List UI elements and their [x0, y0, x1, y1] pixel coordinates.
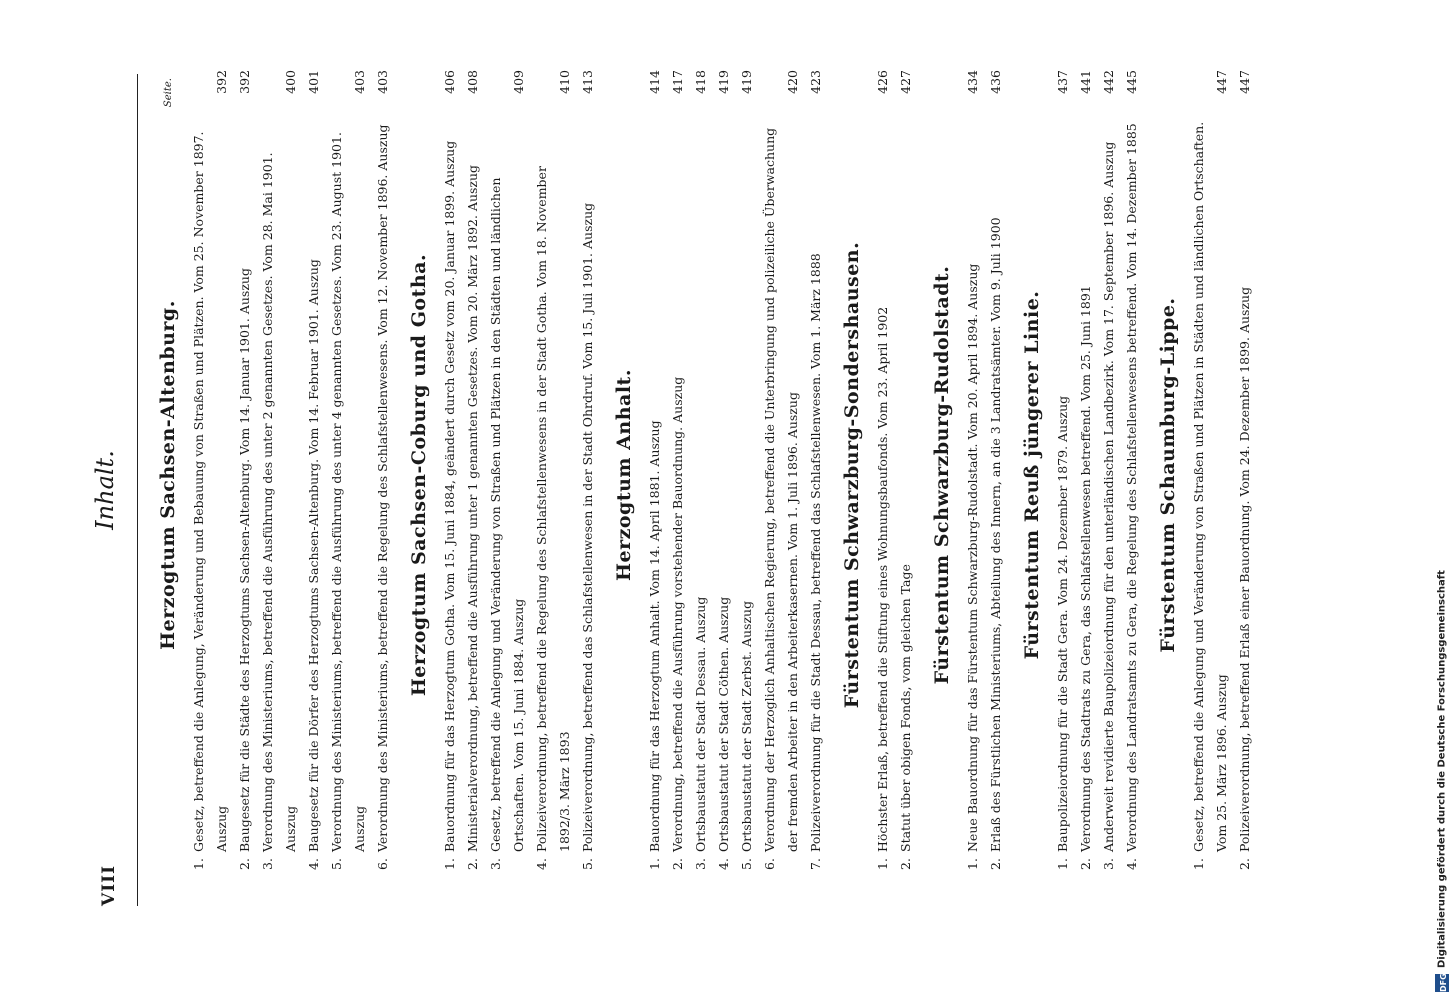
entry-page: 403: [375, 70, 390, 94]
section-title: Fürstentum Schwarzburg-Rudolstadt.: [931, 265, 953, 685]
entry-text: Neue Bauordnung für das Fürstentum Schwarzburg-Rudolstadt. Vom 20. April 1894. Auszug: [965, 263, 980, 852]
entry-page: 414: [647, 70, 662, 94]
entry-text: Polizeiverordnung, betreffend die Regelung des Schlafstellenwesens in der Stadt Gotha. Vom 18. November 1892/3. März 1893: [534, 166, 572, 852]
toc-section: [408, 70, 599, 880]
header-rule: [137, 74, 138, 906]
toc-entry: [256, 70, 302, 880]
page-title: Inhalt.: [91, 450, 119, 530]
entry-number: 6.: [375, 858, 390, 870]
entry-page: 420: [785, 70, 800, 94]
entry-page: 426: [875, 70, 890, 94]
entry-text: Ortsbaustatut der Stadt Cöthen. Auszug: [716, 596, 731, 852]
entry-page: 410: [557, 70, 572, 94]
entry-text: Gesetz, betreffend die Anlegung und Veränderung von Straßen und Plätzen in den Städten und ländlichen Ortschaften. Vom 15. Juni 1884. Auszug: [488, 177, 526, 852]
toc-entry: [804, 70, 827, 880]
entry-page: 445: [1124, 70, 1139, 94]
entry-number: 4.: [306, 858, 321, 870]
toc-section: [1021, 70, 1143, 880]
toc-entry: [302, 70, 325, 880]
rotated-page: [85, 60, 1315, 920]
entry-text: Erlaß des Fürstlichen Ministeriums, Abteilung des Innern, an die 3 Landratsämter. Vom 9. Juli 1900: [988, 217, 1003, 852]
entry-number: 3.: [488, 858, 503, 870]
entry-number: 5.: [329, 858, 344, 870]
entry-number: 2.: [1237, 858, 1252, 870]
toc-entry: [758, 70, 804, 880]
dfg-logo: DFG: [1435, 974, 1449, 992]
toc-entry: [438, 70, 461, 880]
entry-number: 2.: [1078, 858, 1093, 870]
toc-section: [157, 70, 394, 880]
entry-text: Ortsbaustatut der Stadt Dessau. Auszug: [693, 596, 708, 852]
toc-entry: [1074, 70, 1097, 880]
entry-text: Baugesetz für die Städte des Herzogtums Sachsen-Altenburg. Vom 14. Januar 1901. Auszug: [237, 268, 252, 852]
toc-section: [613, 70, 827, 880]
entry-number: 2.: [670, 858, 685, 870]
entry-number: 1.: [1055, 858, 1070, 870]
entry-text: Verordnung des Stadtrats zu Gera, das Schlafstellenwesen betreffend. Vom 25. Juni 1891: [1078, 285, 1093, 852]
toc-entry: [1187, 70, 1233, 880]
entry-number: 1.: [442, 858, 457, 870]
toc-entry: [961, 70, 984, 880]
toc-section: [841, 70, 917, 880]
entry-page: 392: [214, 70, 229, 94]
toc-entry: [233, 70, 256, 880]
entry-text: Ministerialverordnung, betreffend die Ausführung unter 1 genannten Gesetzes. Vom 20. März 1892. Auszug: [465, 164, 480, 852]
entry-text: Bauordnung für das Herzogtum Gotha. Vom 15. Juni 1884, geändert durch Gesetz vom 20. Januar 1899. Auszug: [442, 140, 457, 852]
toc-entry: [666, 70, 689, 880]
entry-text: Polizeiverordnung, betreffend Erlaß einer Bauordnung. Vom 24. Dezember 1899. Auszug: [1237, 286, 1252, 852]
entry-text: Verordnung, betreffend die Ausführung vorstehender Bauordnung. Auszug: [670, 376, 685, 852]
table-of-contents: [143, 70, 1256, 880]
entry-text: Baugesetz für die Dörfer des Herzogtums Sachsen-Altenburg. Vom 14. Februar 1901. Auszug: [306, 259, 321, 852]
entry-number: 2.: [898, 858, 913, 870]
entry-text: Statut über obigen Fonds, vom gleichen Tage: [898, 564, 913, 852]
entry-page: 403: [352, 70, 367, 94]
entry-page: 419: [716, 70, 731, 94]
toc-section: [1157, 70, 1256, 880]
entry-number: 1.: [965, 858, 980, 870]
entry-page: 441: [1078, 70, 1093, 94]
entry-number: 4.: [716, 858, 731, 870]
entry-number: 1.: [647, 858, 662, 870]
toc-entry: [484, 70, 530, 880]
entry-text: Gesetz, betreffend die Anlegung und Veränderung von Straßen und Plätzen in Städten und ländlichen Ortschaften. Vom 25. März 1896. Auszug: [1191, 121, 1229, 852]
section-title: Fürstentum Schwarzburg-Sondershausen.: [841, 241, 863, 709]
digitization-note-text: Digitalisierung gefördert durch die Deutsche Forschungsgemeinschaft: [1436, 570, 1448, 968]
toc-entry: [712, 70, 735, 880]
entry-page: 401: [306, 70, 321, 94]
entry-text: Verordnung des Landratsamts zu Gera, die Regelung des Schlafstellenwesens betreffend. Vom 14. Dezember 1885: [1124, 123, 1139, 852]
toc-entry: [871, 70, 894, 880]
toc-entry: [325, 70, 371, 880]
entry-number: 5.: [580, 858, 595, 870]
entry-text: Polizeiverordnung, betreffend das Schlafstellenwesen in der Stadt Ohrdruf. Vom 15. Juli 1901. Auszug: [580, 202, 595, 852]
toc-entry: [1120, 70, 1143, 880]
entry-page: 408: [465, 70, 480, 94]
entry-text: Verordnung der Herzoglich Anhaltischen Regierung, betreffend die Unterbringung und polizeiliche Überwachung der fremden Arbeiter in den Arbeiterkasernen. Vom 1. Juli 1896. Auszug: [762, 127, 800, 852]
section-title: Herzogtum Anhalt.: [613, 369, 635, 581]
entry-text: Verordnung des Ministeriums, betreffend die Regelung des Schlafstellenwesens. Vom 12. November 1896. Auszug: [375, 124, 390, 852]
entry-page: 436: [988, 70, 1003, 94]
section-title: Herzogtum Sachsen-Coburg und Gotha.: [408, 253, 430, 697]
entry-text: Ortsbaustatut der Stadt Zerbst. Auszug: [739, 600, 754, 852]
toc-entry: [1051, 70, 1074, 880]
toc-entry: [689, 70, 712, 880]
entry-page: 442: [1101, 70, 1116, 94]
entry-number: 7.: [808, 858, 823, 870]
entry-number: 3.: [260, 858, 275, 870]
toc-entry: [735, 70, 758, 880]
entry-page: 423: [808, 70, 823, 94]
toc-entry: [530, 70, 576, 880]
entry-page: 447: [1214, 70, 1229, 94]
entry-page: 418: [693, 70, 708, 94]
entry-text: Gesetz, betreffend die Anlegung, Veränderung und Bebauung von Straßen und Plätzen. Vom 25. November 1897. Auszug: [191, 131, 229, 852]
entry-page: 437: [1055, 70, 1070, 94]
page-header: [85, 60, 141, 920]
entry-text: Verordnung des Ministeriums, betreffend die Ausführung des unter 4 genannten Gesetzes. Vom 23. August 1901. Auszug: [329, 132, 367, 852]
entry-text: Polizeiverordnung für die Stadt Dessau, betreffend das Schlafstellenwesen. Vom 1. März 1888: [808, 253, 823, 852]
entry-text: Bauordnung für das Herzogtum Anhalt. Vom 14. April 1881. Auszug: [647, 420, 662, 852]
entry-number: 2.: [988, 858, 1003, 870]
entry-page: 406: [442, 70, 457, 94]
entry-number: 6.: [762, 858, 777, 870]
entry-number: 2.: [465, 858, 480, 870]
toc-entry: [187, 70, 233, 880]
entry-page: 419: [739, 70, 754, 94]
entry-text: Verordnung des Ministeriums, betreffend die Ausführung des unter 2 genannten Gesetzes. Vom 28. Mai 1901. Auszug: [260, 152, 298, 852]
entry-text: Baupolizeiordnung für die Stadt Gera. Vom 24. Dezember 1879. Auszug: [1055, 395, 1070, 852]
section-title: Fürstentum Schaumburg-Lippe.: [1157, 297, 1179, 653]
entry-text: Höchster Erlaß, betreffend die Stiftung eines Wohnungsbaufonds. Vom 23. April 1902: [875, 306, 890, 852]
entry-text: Anderweit revidierte Baupolizeiordnung für den unterländischen Landbezirk. Vom 17. September 1896. Auszug: [1101, 141, 1116, 852]
entry-number: 5.: [739, 858, 754, 870]
entry-page: 434: [965, 70, 980, 94]
section-title: Herzogtum Sachsen-Altenburg.: [157, 300, 179, 650]
entry-number: 4.: [534, 858, 549, 870]
seite-label: Seite.: [163, 78, 174, 108]
entry-number: 3.: [693, 858, 708, 870]
toc-entry: [643, 70, 666, 880]
toc-entry: [984, 70, 1007, 880]
digitization-note: [1433, 8, 1451, 992]
entry-page: 417: [670, 70, 685, 94]
section-title: Fürstentum Reuß jüngerer Linie.: [1021, 290, 1043, 660]
toc-entry: [371, 70, 394, 880]
toc-entry: [576, 70, 599, 880]
entry-page: 427: [898, 70, 913, 94]
entry-page: 392: [237, 70, 252, 94]
page-number: VIII: [99, 864, 119, 906]
toc-entry: [1097, 70, 1120, 880]
entry-page: 413: [580, 70, 595, 94]
entry-number: 1.: [1191, 858, 1206, 870]
toc-section: [931, 70, 1007, 880]
entry-number: 4.: [1124, 858, 1139, 870]
entry-number: 1.: [191, 858, 206, 870]
entry-number: 1.: [875, 858, 890, 870]
entry-page: 409: [511, 70, 526, 94]
toc-entry: [894, 70, 917, 880]
toc-entry: [1233, 70, 1256, 880]
entry-number: 3.: [1101, 858, 1116, 870]
toc-entry: [461, 70, 484, 880]
entry-number: 2.: [237, 858, 252, 870]
entry-page: 400: [283, 70, 298, 94]
entry-page: 447: [1237, 70, 1252, 94]
